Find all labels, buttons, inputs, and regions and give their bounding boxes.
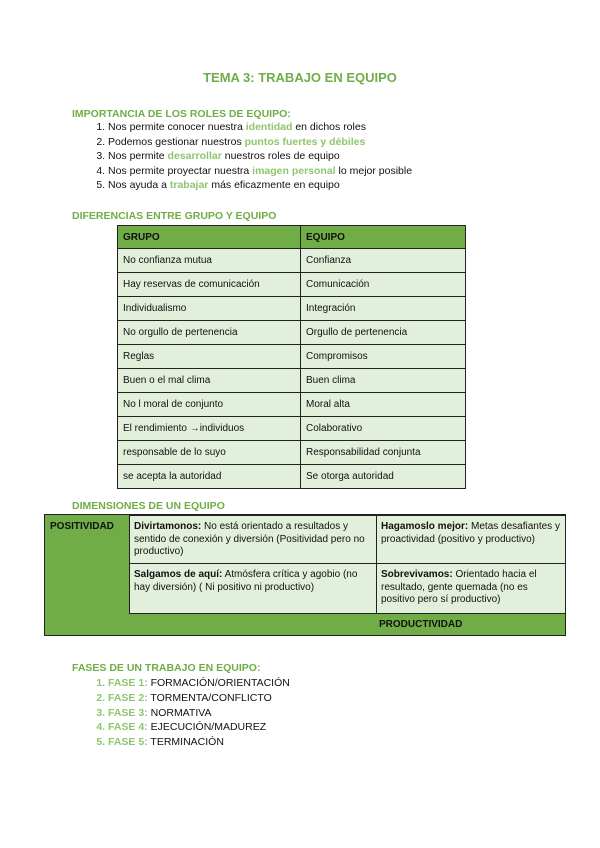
table-cell: Comunicación: [301, 273, 466, 297]
item-text: lo mejor posible: [335, 164, 413, 177]
quadrant-top-left: [129, 515, 377, 564]
quadrant-text: Metas desafiantes y proactividad (positivo y productivo): [381, 521, 560, 545]
phases-heading: FASES DE UN TRABAJO EN EQUIPO:: [72, 662, 261, 674]
table-cell: se acepta la autoridad: [118, 465, 301, 489]
item-text: Nos permite proyectar nuestra: [108, 164, 253, 177]
item-text: Podemos gestionar nuestros: [108, 135, 245, 148]
quadrant-text: Atmósfera crítica y agobio (no hay diversión) ( Ni positivo ni productivo): [134, 569, 358, 593]
table-cell: No l moral de conjunto: [118, 393, 301, 417]
list-item: [108, 691, 290, 706]
list-item: [108, 720, 290, 735]
quadrant-title: Sobrevivamos:: [381, 569, 453, 580]
table-cell: No confianza mutua: [118, 249, 301, 273]
quadrant-bottom-right: [376, 563, 566, 614]
phase-label: FASE 4:: [108, 721, 148, 734]
phases-list: [72, 676, 290, 750]
table-cell: Responsabilidad conjunta: [301, 441, 466, 465]
phase-label: FASE 5:: [108, 736, 148, 749]
table-cell: Buen clima: [301, 369, 466, 393]
phase-label: FASE 3:: [108, 706, 148, 719]
quadrant-title: Hagamoslo mejor:: [381, 521, 469, 532]
quadrant-title: Divirtamonos:: [134, 521, 202, 532]
quadrant-title: Salgamos de aquí:: [134, 569, 223, 580]
table-cell: Moral alta: [301, 393, 466, 417]
list-item: [108, 164, 412, 179]
table-row: [118, 441, 466, 465]
item-highlight: trabajar: [169, 179, 209, 192]
table-cell: Se otorga autoridad: [301, 465, 466, 489]
item-highlight: imagen personal: [252, 164, 336, 177]
quadrant-top-right: [376, 515, 566, 564]
dimensions-heading: DIMENSIONES DE UN EQUIPO: [72, 500, 225, 512]
column-header-equipo: EQUIPO: [301, 226, 466, 249]
table-row: [118, 417, 466, 441]
phase-text: NORMATIVA: [147, 706, 212, 719]
positivity-label: POSITIVIDAD: [50, 521, 114, 532]
item-text: nuestros roles de equipo: [221, 150, 340, 163]
importance-heading: IMPORTANCIA DE LOS ROLES DE EQUIPO:: [72, 108, 291, 120]
item-highlight: identidad: [245, 121, 293, 133]
table-row: [118, 393, 466, 417]
phase-label: FASE 2:: [108, 691, 148, 704]
item-highlight: desarrollar: [167, 150, 222, 163]
list-item: [108, 735, 290, 750]
column-header-grupo: GRUPO: [118, 226, 301, 249]
item-text: Nos permite: [108, 150, 168, 163]
table-row: [118, 297, 466, 321]
page-title: TEMA 3: TRABAJO EN EQUIPO: [203, 70, 397, 85]
table-cell: Buen o el mal clima: [118, 369, 301, 393]
phase-text: EJECUCIÓN/MADUREZ: [147, 721, 267, 734]
quadrant-bottom-left: [129, 563, 377, 614]
differences-table: [117, 225, 466, 489]
table-cell: Colaborativo: [301, 417, 466, 441]
table-row: [118, 273, 466, 297]
differences-heading: DIFERENCIAS ENTRE GRUPO Y EQUIPO: [72, 210, 277, 222]
quadrant-text: No está orientado a resultados y sentido de conexión y diversión (Positividad pero no productivo): [134, 521, 365, 557]
table-cell: Individualismo: [118, 297, 301, 321]
table-cell: Compromisos: [301, 345, 466, 369]
quadrant-text: Orientado hacia el resultado, gente quemada (no es positivo pero sí productivo): [381, 569, 537, 605]
phase-text: FORMACIÓN/ORIENTACIÓN: [147, 677, 290, 689]
list-item: [108, 178, 412, 193]
phase-label: FASE 1:: [108, 677, 148, 689]
table-row: [118, 345, 466, 369]
table-row: [118, 249, 466, 273]
item-text: Nos permite conocer nuestra: [108, 121, 246, 133]
productivity-label: PRODUCTIVIDAD: [379, 619, 463, 630]
table-cell: responsable de lo suyo: [118, 441, 301, 465]
dimensions-matrix: [44, 514, 566, 636]
table-row: [118, 321, 466, 345]
list-item: [108, 120, 412, 135]
table-row: [118, 369, 466, 393]
item-text: más eficazmente en equipo: [208, 179, 340, 192]
list-item: [108, 149, 412, 164]
list-item: [108, 135, 412, 150]
table-cell: Confianza: [301, 249, 466, 273]
item-text: en dichos roles: [292, 121, 366, 133]
table-cell: Reglas: [118, 345, 301, 369]
phase-text: TORMENTA/CONFLICTO: [147, 691, 272, 704]
importance-list: [72, 120, 412, 193]
table-cell: No orgullo de pertenencia: [118, 321, 301, 345]
phase-text: TERMINACIÓN: [147, 736, 224, 749]
table-cell: Hay reservas de comunicación: [118, 273, 301, 297]
table-cell: Integración: [301, 297, 466, 321]
table-cell: El rendimiento →individuos: [118, 417, 301, 441]
item-highlight: puntos fuertes y débiles: [244, 135, 366, 148]
table-header-row: [118, 226, 466, 249]
table-cell: Orgullo de pertenencia: [301, 321, 466, 345]
table-row: [118, 465, 466, 489]
list-item: [108, 706, 290, 721]
item-text: Nos ayuda a: [108, 179, 170, 192]
list-item: [108, 676, 290, 691]
